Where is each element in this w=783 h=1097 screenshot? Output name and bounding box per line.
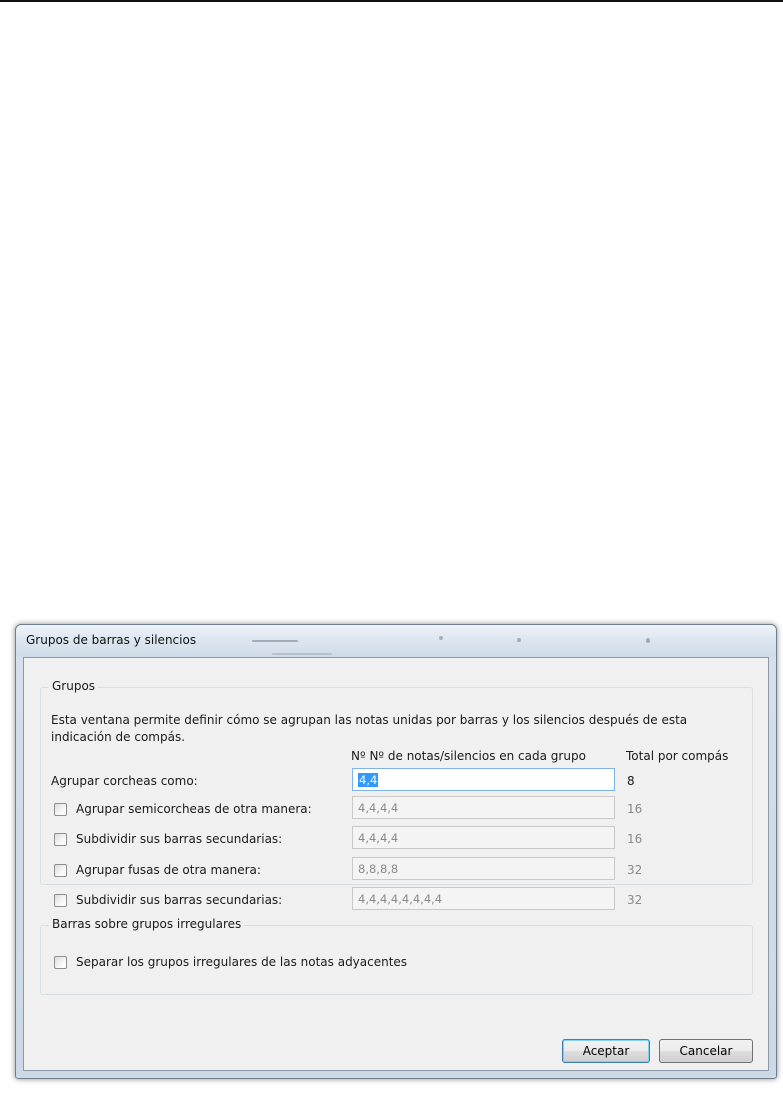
semicorcheas-checkbox[interactable] [54,803,67,816]
subdividir-fusas-input[interactable] [352,887,615,910]
cancel-button[interactable]: Cancelar [659,1039,753,1063]
separar-irregulares-label[interactable]: Separar los grupos irregulares de las notas adyacentes [76,955,408,969]
titlebar-decoration [272,653,332,655]
dialog-client-area [23,657,769,1071]
titlebar-decoration [439,636,443,640]
fusas-input-value: 8,8,8,8 [358,862,399,876]
row-label-semicorcheas[interactable]: Agrupar semicorcheas de otra manera: [76,802,312,816]
fusas-input[interactable] [352,857,615,880]
corcheas-input[interactable] [352,768,615,791]
notes-column-header: Nº Nº de notas/silencios en cada grupo [351,749,586,763]
irregular-legend: Barras sobre grupos irregulares [49,917,244,931]
dialog-window [15,624,777,1079]
row-label-subdividir-2[interactable]: Subdividir sus barras secundarias: [76,893,283,907]
subdividir-semicorcheas-input[interactable] [352,826,615,849]
grupos-description: Esta ventana permite definir cómo se agrupan las notas unidas por barras y los silencios después de esta indicación de compás. [51,713,688,744]
grupos-legend: Grupos [49,679,98,693]
total-subdividir-1: 16 [627,832,643,846]
corcheas-input-value: 4,4 [359,773,378,787]
total-subdividir-2: 32 [627,893,643,907]
subdividir-fusas-input-value: 4,4,4,4,4,4,4,4 [358,892,443,906]
top-border-line [0,0,783,2]
row-label-fusas[interactable]: Agrupar fusas de otra manera: [76,863,261,877]
subdividir-semicorcheas-checkbox[interactable] [54,833,67,846]
accept-button[interactable]: Aceptar [562,1039,650,1063]
row-label-subdividir-1[interactable]: Subdividir sus barras secundarias: [76,832,283,846]
separar-irregulares-checkbox[interactable] [54,956,67,969]
total-semicorcheas: 16 [627,802,643,816]
row-label-corcheas: Agrupar corcheas como: [51,774,198,788]
semicorcheas-input-value: 4,4,4,4 [358,801,399,815]
titlebar-decoration [517,638,521,642]
fusas-checkbox[interactable] [54,864,67,877]
titlebar-decoration [252,640,298,642]
total-column-header: Total por compás [626,749,729,763]
dialog-title: Grupos de barras y silencios [26,633,197,647]
subdividir-fusas-checkbox[interactable] [54,894,67,907]
titlebar-decoration [646,638,650,643]
dialog-titlebar[interactable] [16,625,776,657]
semicorcheas-input[interactable] [352,796,615,819]
total-fusas: 32 [627,863,643,877]
total-corcheas: 8 [627,774,635,788]
subdividir-semicorcheas-input-value: 4,4,4,4 [358,831,399,845]
